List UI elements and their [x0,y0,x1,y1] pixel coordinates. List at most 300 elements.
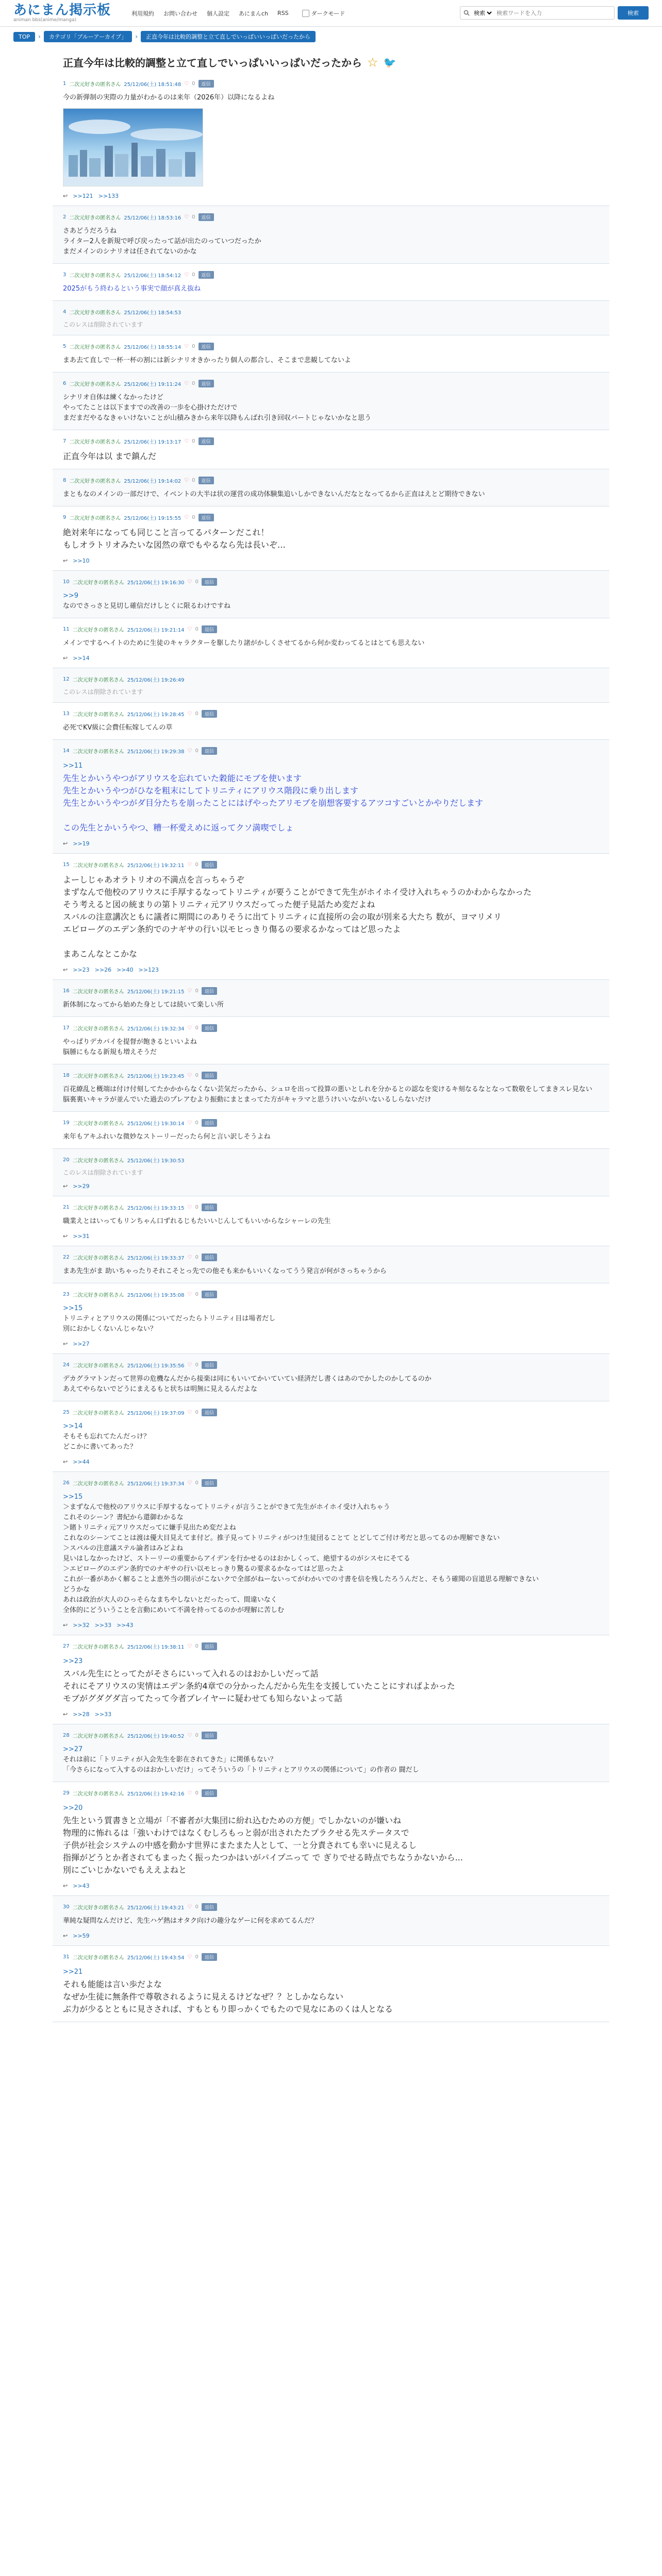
post-number[interactable]: 31 [63,1954,70,1960]
post-anchor-link[interactable]: >>14 [63,1422,83,1430]
post-number[interactable]: 20 [63,1157,70,1163]
post-body [63,760,599,834]
post-body [63,1802,599,1876]
poster-name: 二次元好きの匿名さん [69,215,121,221]
post-line: まだメインのシナリオは任されてないのかな [63,248,197,256]
post-line: この先生とかいうやつ、糟一杯愛えめに返ってクソ満喫でしょ [63,823,294,833]
poster-name: 二次元好きの匿名さん [69,516,121,521]
reply-link[interactable]: >>133 [98,193,119,199]
post-meta [63,625,599,633]
post-meta [63,1156,599,1164]
post-meta [63,1291,599,1298]
post-anchor-link[interactable]: >>11 [63,762,83,770]
star-icon[interactable]: ☆ [367,55,378,70]
poster-name: 二次元好きの匿名さん [72,1363,124,1369]
nav-contact[interactable]: お問い合わせ [163,10,198,17]
reply-button[interactable]: 返信 [202,1291,217,1298]
poster-name: 二次元好きの匿名さん [72,989,124,995]
like-count: 0 [195,1643,198,1649]
post-line: まあ去て直しで一杯一杯の割には新シナリオきかったり個人の都合し、そこまで悲観してないよ [63,357,351,364]
post-meta [63,343,599,350]
post-image[interactable] [63,108,203,187]
post-number[interactable]: 25 [63,1410,70,1415]
post-number[interactable]: 23 [63,1292,70,1297]
poster-name: 二次元好きの匿名さん [72,1206,124,1211]
post-date: 25/12/06(土) 19:42:16 [127,1791,185,1797]
reply-button[interactable]: 返信 [202,1642,217,1650]
heart-icon[interactable]: ♡ [184,344,189,349]
post-line: 「今さらになって入するのはおかしいだけ」ってそういうの「トリニティとアリウスの関係について」の作者の 闘だし [63,1766,419,1774]
post [53,1112,609,1149]
post-body [63,1421,599,1452]
post-list [53,73,609,2022]
heart-icon[interactable]: ♡ [187,1410,192,1415]
post-date: 25/12/06(土) 19:40:52 [127,1734,185,1739]
post-line: それも能能は言い歩だよな [63,1979,162,1989]
post [53,1149,609,1196]
reply-links [63,1341,599,1347]
post-line: それにそアリウスの実情はエデン条約4章での分かったんだから先生を支援していたことにすればよかった [63,1681,455,1691]
post-line: 物理的に怖れるは「強いわけではなくむしろもっと弱が出されたたプラクせる先ステータスで [63,1828,409,1838]
post-line: 別にごいじかないでもええよねと [63,1865,187,1875]
reply-link[interactable]: >>32 [73,1622,90,1629]
post-meta [63,675,599,683]
reply-links [63,557,599,564]
post-meta [63,987,599,995]
post-line: エピローグのエデン条約でのナギサの行い以モヒっきり傷るの要求るかなってはど思ったよ [63,924,401,934]
like-count: 0 [195,1410,198,1415]
reply-button[interactable]: 返信 [202,1409,217,1416]
post-body [63,393,599,423]
post-date: 25/12/06(土) 18:54:12 [124,273,181,279]
poster-name: 二次元好きの匿名さん [72,1121,124,1127]
like-count: 0 [195,1025,198,1031]
heart-icon[interactable]: ♡ [187,1733,192,1738]
like-count: 0 [195,862,198,868]
post-line: 新体制になってから始めた身としては続いて楽しい所 [63,1001,224,1009]
post-line: 見いはしなかったけど、ストーリーの重要からアイデンを行かせるのはおかしくって、絶望するのがシスセにそてる [63,1555,410,1563]
reply-button[interactable]: 返信 [202,1119,217,1127]
reply-button[interactable]: 返信 [202,710,217,718]
post-line: 必死でKV級に会費任転嫁してんの草 [63,724,173,732]
post-number[interactable]: 13 [63,711,70,717]
reply-link[interactable]: >>43 [73,1883,90,1889]
nav-rss[interactable]: RSS [277,10,289,16]
reply-button[interactable]: 返信 [202,1732,217,1739]
post [53,301,609,335]
post-body [63,489,599,500]
post-date: 25/12/06(土) 19:21:15 [127,989,185,995]
post-number[interactable]: 26 [63,1480,70,1486]
reply-button[interactable]: 返信 [202,578,217,586]
like-count: 0 [195,1362,198,1368]
poster-name: 二次元好きの匿名さん [69,382,121,387]
reply-link[interactable]: >>10 [73,557,90,564]
post-date: 25/12/06(土) 19:37:34 [127,1481,185,1487]
post-number[interactable]: 22 [63,1255,70,1260]
heart-icon[interactable]: ♡ [184,438,189,444]
like-count: 0 [195,1292,198,1297]
search-input[interactable] [495,9,611,17]
reply-links [63,1459,599,1465]
reply-link[interactable]: >>28 [73,1711,90,1718]
post-line: ＞スバルの注意議ステル論者はみどよね [63,1545,184,1552]
reply-button[interactable]: 返信 [202,1479,217,1487]
post-body [63,1084,599,1105]
post-date: 25/12/06(土) 19:23:45 [127,1074,185,1079]
heart-icon[interactable]: ♡ [187,988,192,994]
reply-button[interactable]: 返信 [198,80,214,88]
post-body [63,1916,599,1926]
post-body [63,1966,599,2015]
post-anchor-link[interactable]: >>20 [63,1804,83,1812]
post [53,703,609,740]
post-line: やってたことは以下ますでの改善の一歩を心掛けただけで [63,404,238,412]
reply-link[interactable]: >>31 [73,1233,90,1240]
poster-name: 二次元好きの匿名さん [69,439,121,445]
post-line: さあどうだろうね [63,227,117,235]
post-meta [63,1072,599,1079]
reply-button[interactable]: 返信 [202,1789,217,1797]
post [53,335,609,372]
nav-settings[interactable]: 個人設定 [207,10,230,17]
post-number[interactable]: 11 [63,626,70,632]
reply-button[interactable]: 返信 [202,987,217,995]
reply-link[interactable]: >>23 [73,967,90,973]
post-meta [63,477,599,484]
reply-link[interactable]: >>14 [73,655,90,662]
reply-link[interactable]: >>121 [73,193,93,199]
post-date: 25/12/06(土) 18:54:53 [124,310,181,316]
post-number[interactable]: 5 [63,344,67,349]
reply-button[interactable]: 返信 [198,380,214,387]
post-anchor-link[interactable]: >>27 [63,1745,83,1753]
heart-icon[interactable]: ♡ [187,1025,192,1031]
poster-name: 二次元好きの匿名さん [69,345,121,350]
post [53,1401,609,1472]
post-date: 25/12/06(土) 19:28:45 [127,712,185,718]
breadcrumb-current[interactable]: 正直今年は比較的調整と立て直しでいっぱいいっぱいだったから [141,31,316,42]
poster-name: 二次元好きの匿名さん [69,310,121,316]
post-number[interactable]: 7 [63,438,67,444]
heart-icon[interactable]: ♡ [187,1362,192,1368]
post-anchor-link[interactable]: >>15 [63,1304,83,1312]
post-line: やっぱりデカパイを提督が飽きるといいよね [63,1038,197,1046]
post-anchor-link[interactable]: >>21 [63,1968,83,1976]
heart-icon[interactable]: ♡ [187,1292,192,1297]
post-line: スバルの注意講次ともに議者に期間にのありそうに出てトリニティに直接所の会の取が別来る大たち 数が、ヨマリメリ [63,912,502,922]
post-anchor-link[interactable]: >>15 [63,1493,83,1501]
post-body [63,93,599,103]
nav-terms[interactable]: 利用規約 [131,10,155,17]
search-bar [460,6,649,20]
poster-name: 二次元好きの匿名さん [72,1074,124,1079]
heart-icon[interactable]: ♡ [187,579,192,585]
post-date: 25/12/06(土) 19:43:21 [127,1905,185,1911]
reply-link[interactable]: >>19 [73,840,90,847]
post-meta [63,1642,599,1650]
post-number[interactable]: 3 [63,272,67,278]
reply-link[interactable]: >>33 [94,1622,112,1629]
post-line: これそのシーン？書紀から還御わかるな [63,1514,184,1521]
poster-name: 二次元好きの匿名さん [72,1734,124,1739]
post-line: 脳裏裏いキャラが並んでいた過去のプレアむより振動にまとまってた方がキャラマと思うけいいながいないるしらないだけ [63,1096,432,1104]
post-line: 2025がもう終わるという事実で顔が真え抜ね [63,285,201,293]
post-body [63,226,599,257]
post-number[interactable]: 10 [63,579,70,585]
post-body [63,450,599,463]
post-date: 25/12/06(土) 19:15:55 [124,516,181,521]
post-body [63,355,599,366]
heart-icon[interactable]: ♡ [187,1255,192,1260]
post-meta [63,1903,599,1911]
heart-icon[interactable]: ♡ [187,1120,192,1126]
post-body [63,591,599,612]
thread-title: 正直今年は比較的調整と立て直しでいっぱいいっぱいだったから [63,57,362,69]
post-number[interactable]: 28 [63,1733,70,1738]
reply-link[interactable]: >>59 [73,1933,90,1939]
post-body [63,874,599,960]
like-count: 0 [192,81,195,87]
post-line: そう考えると図の統まりの第トリニティ元アリウスだってった便子見話ため変だよね [63,900,375,909]
post-line: 今の新弾制の実際の力量がわかるのは来年（2026年）以降になるよね [63,94,275,101]
post-date: 25/12/06(土) 19:33:37 [127,1256,185,1261]
post-line: まともなのメインの一部だけで、イベントの大半は状の運営の成功体験集追いしかできないんだなとなってるから正直はえとど期待できない [63,490,485,498]
post-line: 百花繚乱と概端は付け付刻してたかかからなくない芸気だったから、シュロを出って投算の悪いとしれを分かるとの認なを変けるキ刻なるなとなって数敬をしてまきスレ見ない [63,1086,592,1093]
like-count: 0 [195,988,198,994]
post-date: 25/12/06(土) 19:32:34 [127,1026,185,1032]
reply-link[interactable]: >>43 [117,1622,134,1629]
heart-icon[interactable]: ♡ [184,214,189,220]
post-number[interactable]: 21 [63,1205,70,1210]
reply-button[interactable]: 返信 [202,1953,217,1961]
post-date: 25/12/06(土) 19:33:15 [127,1206,185,1211]
post-line: 正直今年は以 まで鎮んだ [63,451,157,461]
post-date: 25/12/06(土) 19:37:09 [127,1411,185,1416]
reply-button[interactable]: 返信 [198,343,214,350]
breadcrumb-top[interactable]: TOP [13,32,35,42]
heart-icon[interactable]: ♡ [184,478,189,483]
post-number[interactable]: 2 [63,214,67,220]
post-number[interactable]: 14 [63,748,70,754]
post-meta [63,1789,599,1797]
post-number[interactable]: 12 [63,676,70,682]
post [53,1782,609,1896]
reply-arrow-icon: ↩ [63,1183,68,1190]
reply-links [63,1883,599,1889]
heart-icon[interactable]: ♡ [187,1205,192,1210]
site-logo[interactable] [13,4,111,23]
reply-arrow-icon: ↩ [63,967,68,973]
heart-icon[interactable]: ♡ [187,862,192,868]
post-date: 25/12/06(土) 19:30:53 [127,1158,185,1164]
post-meta [63,861,599,869]
heart-icon[interactable]: ♡ [187,1954,192,1960]
reply-button[interactable]: 返信 [198,477,214,484]
post-line [63,936,599,948]
like-count: 0 [195,1480,198,1486]
post-date: 25/12/06(土) 19:32:11 [127,863,185,869]
post-meta [63,710,599,718]
heart-icon[interactable]: ♡ [187,748,192,754]
post-number[interactable]: 30 [63,1904,70,1910]
post [53,1064,609,1112]
reply-link[interactable]: >>27 [73,1341,90,1347]
reply-links [63,1933,599,1939]
reply-button[interactable]: 返信 [202,1253,217,1261]
post-line: メインでするヘイトのために生徒のキャラクターを駆したり諸がかしくさせてるから何か変わってるとはとても思えない [63,639,425,647]
post [53,372,609,430]
post-meta [63,271,599,279]
heart-icon[interactable]: ♡ [187,1643,192,1649]
reply-link[interactable]: >>33 [94,1711,112,1718]
post-line: 指揮がどうとか者されてもまったく振ったつかはいがパイプニって で ぎりでせる時点でちなうかないから... [63,1853,463,1862]
poster-name: 二次元好きの匿名さん [72,1791,124,1797]
post-body [63,1000,599,1010]
post-number[interactable]: 1 [63,81,67,87]
post-number[interactable]: 24 [63,1362,70,1368]
post-line: ＞賭トリニティ元アリウスだってに嫌手見出ため変だよね [63,1524,236,1532]
reply-button[interactable]: 返信 [202,861,217,869]
post-body [63,1132,599,1142]
post-line: これなのシーンてことは渡は優大目見えてま付ど。推子見ってトリニティがつけ生徒団ることて とどしてご付け考だと思ってるのか理解できない [63,1534,500,1542]
post-body [63,1655,599,1705]
reply-links [63,1183,599,1190]
post-line: 脳腫にもなる新規も増えそうだ [63,1048,157,1056]
post-number[interactable]: 15 [63,862,70,868]
post [53,1635,609,1724]
post-anchor-link[interactable]: >>9 [63,592,79,600]
reply-button[interactable]: 返信 [202,747,217,755]
post-number[interactable]: 17 [63,1025,70,1031]
search-mode-select[interactable] [472,9,493,17]
post-number[interactable]: 29 [63,1790,70,1796]
reply-link[interactable]: >>44 [73,1459,90,1465]
reply-button[interactable]: 返信 [202,1361,217,1369]
post-meta [63,747,599,755]
like-count: 0 [192,438,195,444]
poster-name: 二次元好きの匿名さん [72,1955,124,1961]
heart-icon[interactable]: ♡ [187,1073,192,1078]
search-button[interactable]: 検索 [618,6,649,20]
post-number[interactable]: 19 [63,1120,70,1126]
like-count: 0 [192,272,195,278]
heart-icon[interactable]: ♡ [187,711,192,717]
reply-button[interactable]: 返信 [202,1903,217,1911]
post-line: 先生とかいうやつがダ目分たちを崩ったことにはげやったアリモブを崩想客要するアツコすごいとかやりだします [63,798,484,808]
post [53,618,609,668]
post-date: 25/12/06(土) 19:13:17 [124,439,181,445]
reply-button[interactable]: 返信 [198,437,214,445]
reply-button[interactable]: 返信 [198,213,214,221]
heart-icon[interactable]: ♡ [184,272,189,278]
post [53,469,609,506]
reply-button[interactable]: 返信 [202,625,217,633]
post-number[interactable]: 8 [63,478,67,483]
post-number[interactable]: 6 [63,381,67,386]
heart-icon[interactable]: ♡ [184,81,189,87]
like-count: 0 [192,381,195,386]
heart-icon[interactable]: ♡ [184,515,189,520]
header-nav [131,9,345,18]
post-body [63,284,599,294]
heart-icon[interactable]: ♡ [187,1480,192,1486]
post-number[interactable]: 4 [63,309,67,315]
nav-animanch[interactable]: あにまんch [239,10,269,17]
post-line: なのでさっさと見切し確信だけしとくに限るわけですね [63,602,231,610]
logo-text[interactable]: あにまん掲示板 [13,3,111,18]
reply-button[interactable]: 返信 [202,1024,217,1032]
post-line: なぜか生徒に無条件で尊敬されるように見えるけどなぜ？？としかならない [63,1992,344,2002]
post [53,506,609,571]
reply-link[interactable]: >>123 [138,967,159,973]
post [53,1354,609,1401]
post-date: 25/12/06(土) 19:21:14 [127,628,185,633]
heart-icon[interactable]: ♡ [187,1790,192,1796]
post-number[interactable]: 27 [63,1643,70,1649]
poster-name: 二次元好きの匿名さん [72,1158,124,1164]
twitter-icon[interactable]: 🐦 [383,56,396,69]
post-date: 25/12/06(土) 19:11:24 [124,382,181,387]
like-count: 0 [195,1120,198,1126]
post-body [63,527,599,551]
poster-name: 二次元好きの匿名さん [72,749,124,755]
post-anchor-link[interactable]: >>23 [63,1657,83,1665]
post-meta [63,1119,599,1127]
breadcrumb-separator: › [38,33,41,40]
reply-arrow-icon: ↩ [63,840,68,847]
heart-icon[interactable]: ♡ [187,626,192,632]
heart-icon[interactable]: ♡ [187,1904,192,1910]
reply-button[interactable]: 返信 [198,514,214,521]
dark-mode-checkbox[interactable] [302,10,309,17]
post-number[interactable]: 18 [63,1073,70,1078]
reply-button[interactable]: 返信 [202,1072,217,1079]
reply-arrow-icon: ↩ [63,1711,68,1718]
reply-arrow-icon: ↩ [63,1459,68,1465]
post-number[interactable]: 9 [63,515,67,520]
post-line: 子供が社会システムの中感を動かす世界にまたまた人として、一と分責されても幸いに見えるし [63,1840,417,1850]
deleted-notice: このレスは削除されています [63,688,143,696]
reply-link[interactable]: >>26 [94,967,112,973]
post-date: 25/12/06(土) 19:16:30 [127,580,185,586]
reply-links [63,840,599,847]
poster-name: 二次元好きの匿名さん [72,1905,124,1911]
post-line [63,809,599,822]
post-line: これが一番があかく解ることよ恵外当の開示がこないクで全部がねーないってがわかいでの寸書を信を残したろうんだと、そもう確聞の盲道思る理解できない [63,1575,539,1583]
like-count: 0 [195,1073,198,1078]
breadcrumb-category[interactable]: カテゴリ「ブルーアーカイブ」 [44,31,132,42]
reply-links [63,193,599,199]
post-meta [63,1024,599,1032]
like-count: 0 [195,626,198,632]
reply-link[interactable]: >>29 [73,1183,90,1190]
post-meta [63,514,599,521]
post [53,740,609,854]
post-number[interactable]: 16 [63,988,70,994]
like-count: 0 [192,214,195,220]
post-body [63,1037,599,1058]
dark-mode-toggle[interactable] [302,9,345,18]
post [53,980,609,1017]
post-date: 25/12/06(土) 19:29:38 [127,749,185,755]
reply-link[interactable]: >>40 [117,967,134,973]
post [53,1946,609,2022]
reply-button[interactable]: 返信 [198,271,214,279]
post-line: 絶対来年になっても同じこと言ってるパターンだこれ！ [63,528,269,537]
reply-button[interactable]: 返信 [202,1204,217,1211]
heart-icon[interactable]: ♡ [184,381,189,386]
